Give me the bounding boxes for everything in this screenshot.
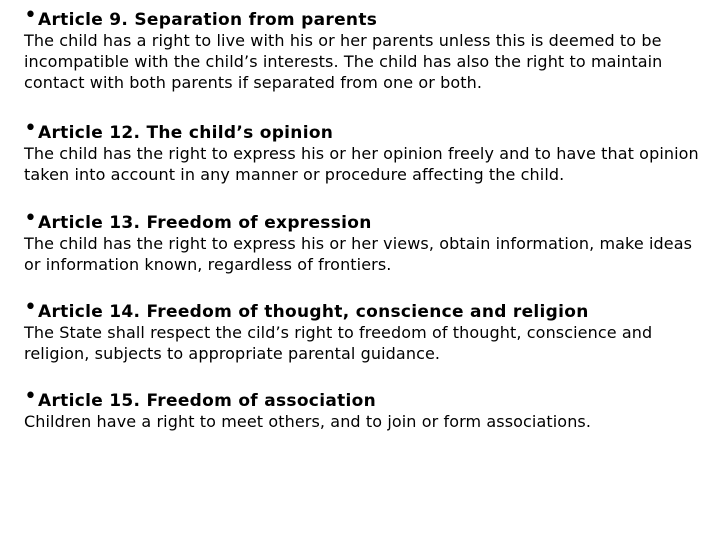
bullet-icon: • — [24, 206, 37, 231]
article-text-line: incompatible with the child’s interests. The child has also the right to maintain — [24, 52, 663, 71]
article-14 — [24, 295, 720, 364]
article-9 — [24, 3, 720, 93]
article-heading: Article 13. Freedom of expression — [38, 213, 372, 233]
bullet-icon: • — [24, 384, 37, 409]
article-text-line: taken into account in any manner or procedure affecting the child. — [24, 165, 565, 184]
article-text-line: The child has a right to live with his or her parents unless this is deemed to be — [24, 31, 662, 50]
article-12 — [24, 116, 720, 185]
article-heading: Article 14. Freedom of thought, conscience and religion — [38, 302, 589, 322]
article-text-line: religion, subjects to appropriate parental guidance. — [24, 344, 441, 363]
bullet-icon: • — [24, 116, 37, 141]
article-heading-row — [24, 3, 720, 30]
article-text-line: contact with both parents if separated from one or both. — [24, 73, 483, 92]
article-text-line: The child has the right to express his or her opinion freely and to have that opinion — [24, 144, 699, 163]
bullet-icon: • — [24, 295, 37, 320]
article-heading: Article 12. The child’s opinion — [38, 123, 334, 143]
article-heading: Article 9. Separation from parents — [38, 10, 378, 30]
article-heading-row — [24, 206, 720, 233]
article-heading-row — [24, 384, 720, 411]
article-15 — [24, 384, 720, 432]
bullet-icon: • — [24, 3, 37, 28]
article-heading: Article 15. Freedom of association — [38, 391, 377, 411]
article-text-line: The child has the right to express his or her views, obtain information, make ideas — [24, 234, 693, 253]
article-heading-row — [24, 295, 720, 322]
article-text-line: Children have a right to meet others, and to join or form associations. — [24, 412, 592, 431]
article-text-line: The State shall respect the cild’s right to freedom of thought, conscience and — [24, 323, 653, 342]
article-13 — [24, 206, 720, 275]
article-text-line: or information known, regardless of frontiers. — [24, 255, 392, 274]
article-heading-row — [24, 116, 720, 143]
